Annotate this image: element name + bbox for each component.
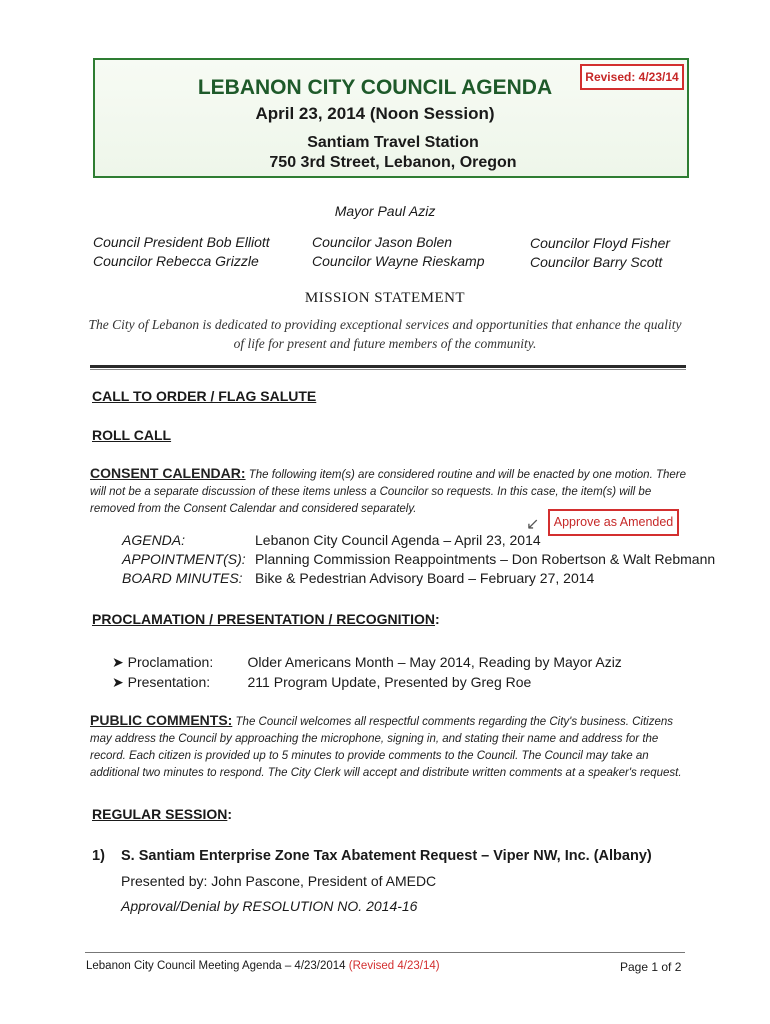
consent-heading: CONSENT CALENDAR: xyxy=(90,465,246,481)
item-presenter: Presented by: John Pascone, President of AMEDC xyxy=(121,873,437,889)
councilor-name: Councilor Floyd Fisher xyxy=(530,235,671,251)
councilor-column-1 xyxy=(93,233,270,271)
councilor-name: Councilor Wayne Rieskamp xyxy=(312,253,485,269)
consent-item-label: AGENDA: xyxy=(122,532,186,548)
item-number: 1) xyxy=(92,848,105,864)
mission-heading: MISSION STATEMENT xyxy=(304,290,466,306)
proclamation-heading: PROCLAMATION / PRESENTATION / RECOGNITION xyxy=(92,611,435,627)
bullet-arrow-icon: ➤ xyxy=(112,674,124,690)
proclamation-value: 211 Program Update, Presented by Greg Roe xyxy=(247,674,532,690)
public-comments-section xyxy=(90,712,690,782)
public-comments-heading: PUBLIC COMMENTS: xyxy=(90,712,233,728)
proclamation-label: Presentation: xyxy=(127,674,211,690)
footer-divider xyxy=(85,952,685,953)
proclamation-value: Older Americans Month – May 2014, Reading by Mayor Aziz xyxy=(247,654,622,670)
councilor-column-3 xyxy=(530,234,670,272)
consent-text: The following item(s) are considered routine and will be enacted by one motion. There will not be a separate discussion of these items unless a Councilor so requests. In this case, the item(s) will be removed from the Consent Calendar and considered separately. xyxy=(90,469,687,515)
footer-title xyxy=(86,960,440,972)
regular-session-heading-row: REGULAR SESSION: xyxy=(92,806,233,822)
consent-values xyxy=(255,531,715,588)
bullet-arrow-icon: ➤ xyxy=(112,654,124,670)
councilor-name: Councilor Barry Scott xyxy=(530,254,663,270)
roll-call-heading: ROLL CALL xyxy=(92,427,172,443)
consent-labels xyxy=(122,531,246,588)
meeting-date: April 23, 2014 (Noon Session) xyxy=(255,104,495,123)
consent-item-label: APPOINTMENT(S): xyxy=(122,551,246,567)
councilor-name: Council President Bob Elliott xyxy=(93,234,270,250)
call-to-order-heading: CALL TO ORDER / FLAG SALUTE xyxy=(92,388,317,404)
item-action: Approval/Denial by RESOLUTION NO. 2014-16 xyxy=(121,898,418,914)
agenda-title: LEBANON CITY COUNCIL AGENDA xyxy=(197,76,553,99)
consent-item-value: Lebanon City Council Agenda – April 23, 2014 xyxy=(255,532,541,548)
consent-item-value: Bike & Pedestrian Advisory Board – February 27, 2014 xyxy=(255,570,595,586)
mission-text: The City of Lebanon is dedicated to providing exceptional services and opportunities that enhance the quality of life for present and future members of the community. xyxy=(88,317,682,351)
revised-badge: Revised: 4/23/14 xyxy=(580,64,684,90)
regular-session-heading: REGULAR SESSION xyxy=(92,806,228,822)
consent-item-label: BOARD MINUTES: xyxy=(122,570,243,586)
meeting-venue: Santiam Travel Station xyxy=(307,134,479,151)
proclamation-label: Proclamation: xyxy=(127,654,214,670)
consent-item-value: Planning Commission Reappointments – Don Robertson & Walt Rebmann xyxy=(255,551,716,567)
footer-revised: (Revised 4/23/14) xyxy=(348,960,440,972)
divider xyxy=(90,365,686,368)
proclamation-list xyxy=(112,652,622,692)
mayor-name: Mayor Paul Aziz xyxy=(334,203,436,219)
divider xyxy=(90,369,686,370)
councilor-column-2 xyxy=(312,233,484,271)
footer-text: Lebanon City Council Meeting Agenda – 4/23/2014 xyxy=(86,960,346,972)
meeting-address: 750 3rd Street, Lebanon, Oregon xyxy=(269,154,517,171)
page-number: Page 1 of 2 xyxy=(620,960,682,974)
public-comments-text: The Council welcomes all respectful comments regarding the City's business. Citizens may address the Council by approaching the microphone, signing in, and stating their name and address for the record. Each citizen is provided up to 5 minutes to provide comments to the Council. The Council may take an additional two minutes to respond. The City Clerk will accept and distribute written comments at a speaker's request. xyxy=(90,716,682,779)
councilor-name: Councilor Rebecca Grizzle xyxy=(93,253,259,269)
proclamation-heading-row: PROCLAMATION / PRESENTATION / RECOGNITION: xyxy=(92,611,440,627)
councilor-name: Councilor Jason Bolen xyxy=(312,234,453,250)
item-title: S. Santiam Enterprise Zone Tax Abatement Request – Viper NW, Inc. (Albany) xyxy=(121,848,652,864)
annotation-arrow-icon: ↙ xyxy=(526,516,540,533)
approve-as-amended-note: Approve as Amended xyxy=(548,509,679,536)
